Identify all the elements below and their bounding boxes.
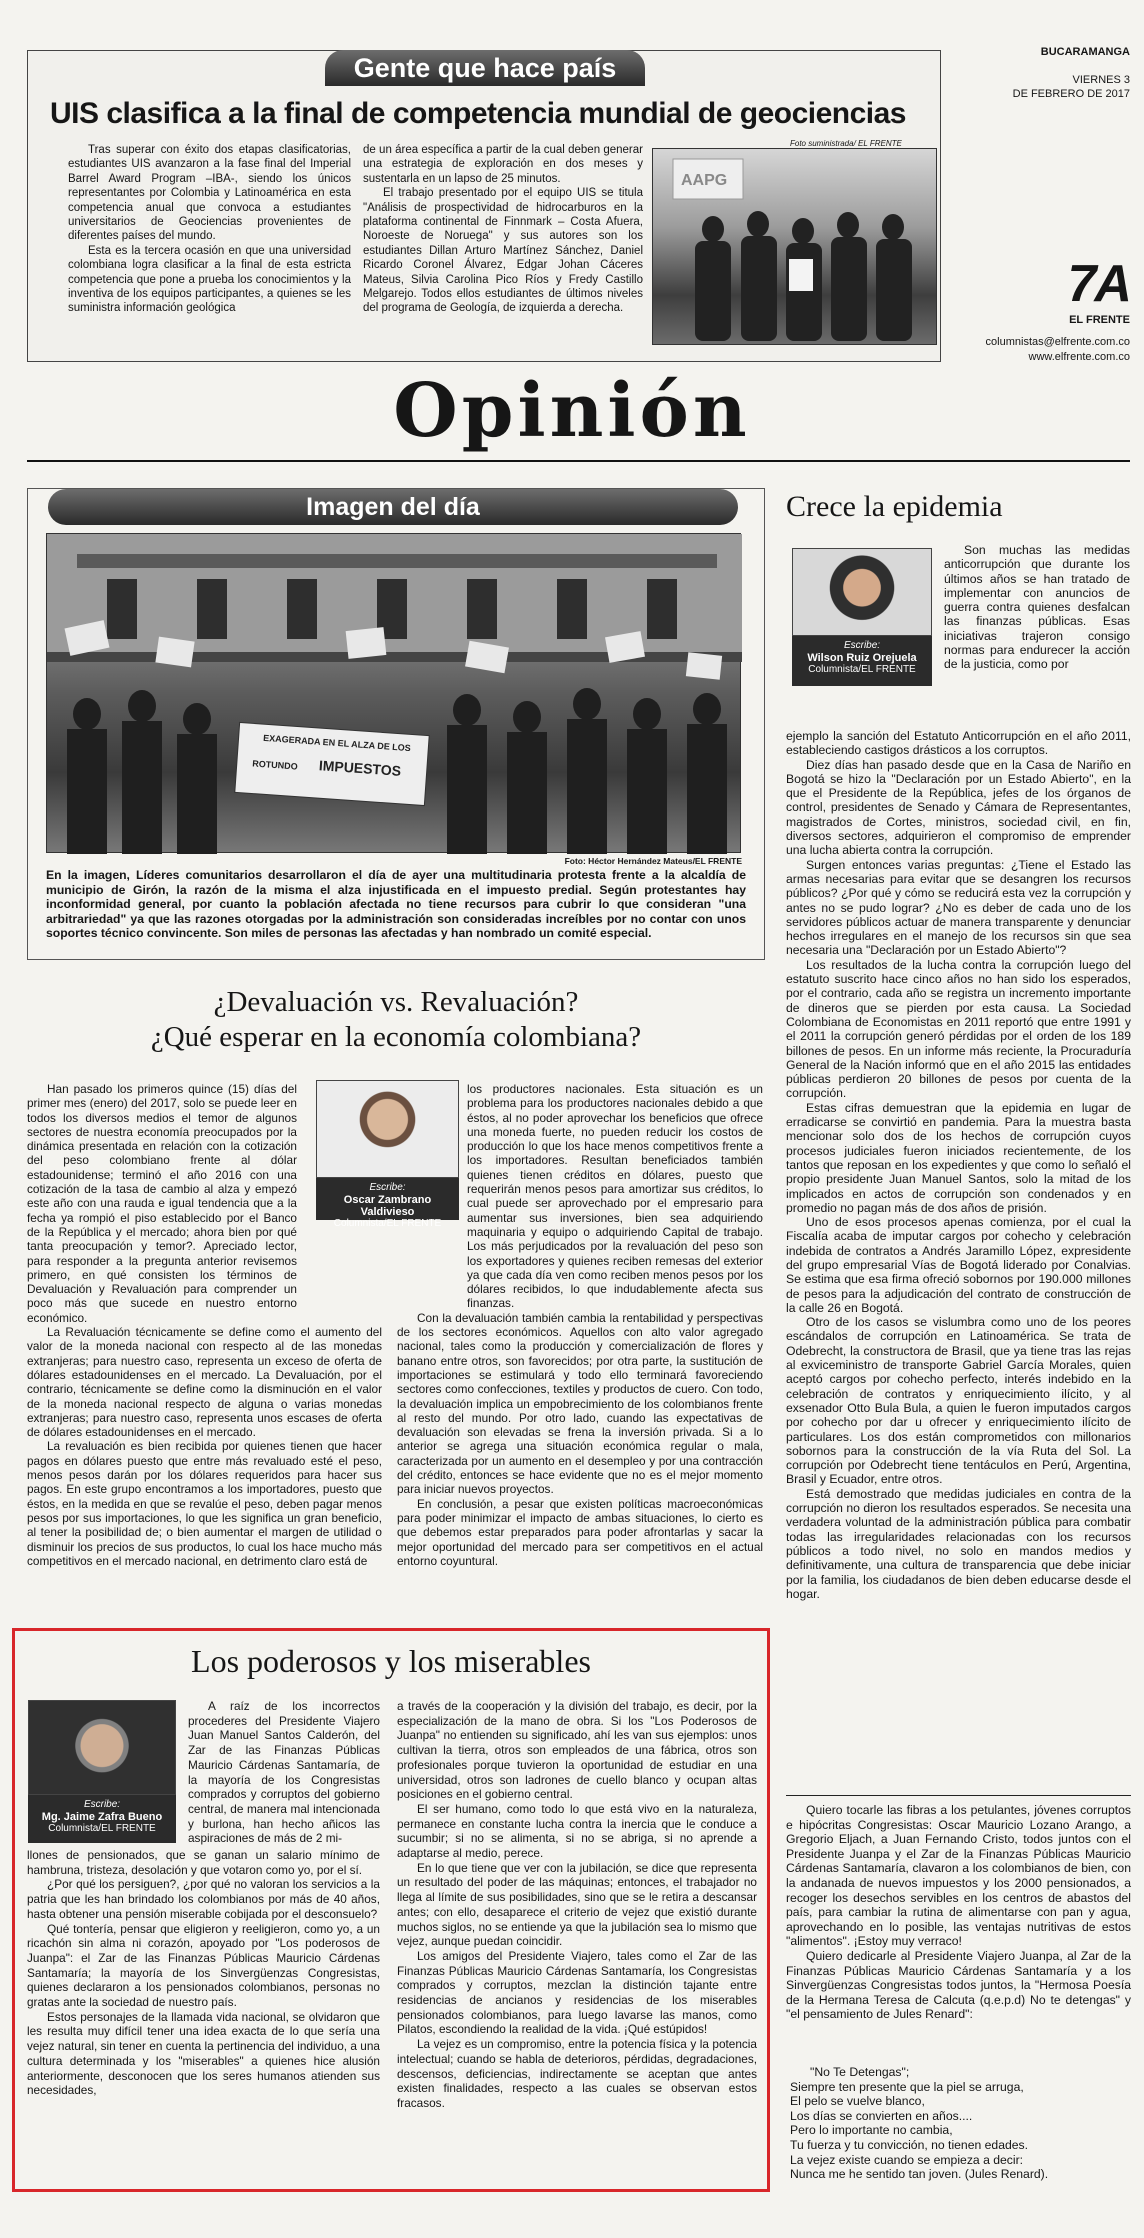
epidemia-p7: Otro de los casos se vislumbra como uno de los peores escándalos de corrupción en Latinoamérica. Se trata de Odebrecht, la constructora de Brasil, que ya tiene tras las rejas al exviceministro de transporte Gabriel García Morales, quien aceptó cargos por cohecho perfecto, interés indebido en la celebración de contratos y enriquecimiento ilícito, y al exsenador Otto Bula Bula, a quien le fueron imputados cargos por cohecho por dar u ofrecer y enriquecimiento ilícito de particulares. Los dos están comprometidos con millonarios sobornos para la construcción de la vía Ruta del Sol. La corrupción por Odebrecht tiene tentáculos en Perú, Argentina, Brasil y Ecuador, entre otros.	[786, 1315, 1131, 1487]
students-group-photo	[653, 149, 938, 346]
devaluacion-col2	[397, 1082, 763, 1568]
poderosos-p6: El ser humano, como todo lo que está vivo en la naturaleza, permanece en constante lucha contra la inercia que le conduce a sucumbir; si no se alimenta, si no se abriga, si no aprende a adaptarse al medio, perece.	[397, 1801, 757, 1861]
devaluacion-title-2: ¿Qué esperar en la economía colombiana?	[150, 1021, 642, 1053]
protest-crowd-illustration	[47, 534, 742, 854]
poderosos-intro: A raíz de los incorrectos procederes del Presidente Viajero Juan Manuel Santos Calderón, del Zar de las Finanzas Públicas Mauricio Cárdenas Santamaría, de la mayoría de los Congresistas comprados y corruptos del gobierno central, de manera mal intencionada y burlona, han hecho añicos las aspiraciones de más de 2 mi-	[188, 1699, 380, 1846]
banner-sub: ROTUNDO	[251, 758, 299, 772]
imagen-dia-title: Imagen del día	[48, 489, 738, 525]
header-paper-name: EL FRENTE	[1069, 314, 1130, 326]
devaluacion-p2: La Revaluación técnicamente se define como el aumento del valor de la moneda nacional con respecto al de las monedas extranjeras; para nuestro caso, representa un exceso de oferta de dólares estadounidenses en el mercado. La Devaluación, por el contrario, técnicamente se define como la disminución en el valor de la moneda nacional respecto de alguna o varias monedas extranjeras; para nuestro caso, representa unos escases de oferta de dólares estadounidenses en el mercado.	[27, 1325, 382, 1440]
poem-line-6: Tu fuerza y tu convicción, no tienen edades.	[790, 2137, 1029, 2152]
top-story-col1-p1: Tras superar con éxito dos etapas clasificatorias, estudiantes UIS avanzaron a la fase final del Imperial Barrel Award Program –IBA-, siendo los únicos representantes por Colombia y Latinoamérica en esta competencia anual que convoca a estudiantes universitarios de Geociencias provenientes de diferentes países del mundo.	[68, 144, 351, 243]
header-day: VIERNES 3	[1072, 74, 1130, 86]
poderosos-byline-author: Mg. Jaime Zafra Bueno	[41, 1811, 163, 1823]
poem-line-3: El pelo se vuelve blanco,	[790, 2094, 925, 2109]
poem-line-4: Los días se convierten en años....	[790, 2108, 973, 2123]
page-number: 7A	[1067, 255, 1130, 313]
header-date: DE FEBRERO DE 2017	[1012, 88, 1130, 100]
poem-line-7: La vejez existe cuando se empieza a decir:	[790, 2152, 1024, 2167]
header-email: columnistas@elfrente.com.co	[985, 336, 1130, 348]
poderosos-title: Los poderosos y los miserables	[191, 1643, 591, 1679]
poderosos-byline-label: Escribe:	[83, 1799, 121, 1810]
jaime-zafra-photo	[28, 1700, 176, 1795]
top-story-photo-credit: Foto suministrada/ EL FRENTE	[790, 139, 902, 148]
devaluacion-col1	[27, 1082, 382, 1568]
poem-line-8: Nunca me he sentido tan joven. (Jules Renard).	[790, 2167, 1049, 2182]
jaime-zafra-byline	[28, 1795, 176, 1843]
epidemia-p5: Estas cifras demuestran que la epidemia en lugar de erradicarse se convirtió en pandemia. Para la muestra basta mencionar solo dos de los hechos de corrupción cuyos procesos judiciales fueron iniciados recientemente, de los tantos que reposan en los expedientes y que como lo señaló el propio presidente Juan Manuel Santos, solo la mitad de los implicados en actos de corrupción son condenados y en promedio no pagan más de dos años de prisión.	[786, 1100, 1131, 1215]
devaluacion-title-1: ¿Devaluación vs. Revaluación?	[213, 986, 579, 1018]
poderosos-p7: En lo que tiene que ver con la jubilación, se dice que representa un resultado del poder de las máquinas; entonces, el trabajador no llega al límite de sus posibilidades, sino que se le retira a descansar antes; con ello, desaparece el criterio de vejez que existió durante muchos siglos, no se entiende ya que la jubilación sea lo mismo que vejez, aunque puedan coincidir.	[397, 1860, 757, 1949]
epidemia-rule	[786, 1795, 1131, 1796]
devaluacion-p5: Con la devaluación también cambia la rentabilidad y perspectivas de los sectores económicos. Aquellos con alto valor agregado nacional, tales como la producción y comercialización de flores y banano entre otros, son favorecidos; por otra parte, la sustitución de importaciones se estimulará y todo ello terminará favoreciendo sectores como confecciones, textiles y productos de cuero. Con todo, la devaluación implica un empobrecimiento de los colombianos frente al resto del mundo. Por otro lado, cuando las expectativas de devaluación son elevadas se frena la inversión privada. Si a lo anterior se agrega una situación económica regular o mala, caracterizada por un aumento en el desempleo y por una contracción del crédito, entonces se hace evidente que no es el mejor momento para iniciar nuevos proyectos.	[397, 1310, 763, 1497]
poem-line-2: Siempre ten presente que la piel se arruga,	[790, 2079, 1024, 2094]
protest-photo	[46, 533, 741, 853]
epidemia-p4: Los resultados de la lucha contra la corrupción luego del estatuto suscrito hace cinco años no han sido los esperados, por el contrario, cada año se registra un incremento importante de dineros que se pierden por esta causa. La Sociedad Colombiana de Economistas en 2011 reportó que entre 1991 y el 2011 la corrupción generó pérdidas por el orden de los 189 billones de pesos. En un informe más reciente, la Procuraduría General de la Nación informó que en el año 2015 las entidades públicas perdieron 20 billones de pesos por cuenta de la corrupción.	[786, 957, 1131, 1101]
header-website: www.elfrente.com.co	[1028, 351, 1130, 363]
top-story-col2-p1: de un área específica a partir de la cual deben generar una estrategia de exploración en dos meses y sustentarla en un lapso de 25 minutos.	[363, 144, 643, 185]
epidemia-p8: Está demostrado que medidas judiciales en contra de la corrupción no dieron los resultados esperados. Se necesita una verdadera voluntad de la administración pública para combatir todas las irregularidades relacionadas con los recursos públicos a todo nivel, no solo en mandos medios y definitivamente, una cultura de transparencia que debe iniciar por la familia, los ciudadanos de bien deben educarse desde el hogar.	[786, 1486, 1131, 1601]
devaluacion-p6: En conclusión, a pesar que existen políticas macroeconómicas para poder minimizar el impacto de ambas situaciones, lo cierto es que debemos estar preparados para poder afrontarlas y sacar la mejor oportunidad del mercado para ser competitivos en el actual entorno coyuntural.	[397, 1496, 763, 1568]
poderosos-p1: llones de pensionados, que se ganan un salario mínimo de hambruna, tristeza, desolación y que votaron como yo, por el sí.	[27, 1848, 380, 1877]
poderosos-col2	[397, 1699, 757, 2111]
imagen-dia-caption: En la imagen, Líderes comunitarios desarrollaron el día de ayer una multitudinaria protesta frente a la alcaldía de municipio de Girón, la razón de la misma el alza injustificada en el impuesto predial. Según protestantes hay inconformidad general, por cuanto la población afectada no tiene recursos para cubrir lo que consideran "una arbitrariedad" ya que las razones otorgadas por la administración son consideradas increíbles por no contar con unos soportes técnico convincente. Son miles de personas las afectadas y han nombrado un comité especial.	[46, 868, 746, 941]
svg-text:AAPG: AAPG	[681, 172, 728, 189]
banner-big: IMPUESTOS	[318, 757, 402, 779]
poem-block	[790, 2065, 1130, 2182]
poderosos-p11: Quiero dedicarle al Presidente Viajero Juanpa, al Zar de la Finanzas Públicas Mauricio Cárdenas Santamaría y a los Sinvergüenzas Congresistas todos juntos, la "Hermosa Poesía de la Hermana Teresa de Calcuta (q.e.p.d) No te detengas" y "el pensamiento de Jules Renard":	[786, 1948, 1131, 2022]
top-story-photo	[652, 148, 937, 345]
banner-line1: EXAGERADA EN EL ALZA DE LOS	[262, 732, 412, 754]
imagen-dia-photo-credit: Foto: Héctor Hernández Mateus/EL FRENTE	[564, 856, 742, 866]
top-story-headline: UIS clasifica a la final de competencia mundial de geociencias	[50, 97, 906, 130]
poderosos-p8: Los amigos del Presidente Viajero, tales como el Zar de las Finanzas Públicas Mauricio Cárdenas Santamaría, los Congresistas comprados y corruptos, mezclan la distinción tajante entre residencias de ancianos y residencias de los miserables pensionados colombianos, para luego lavarse las manos, como Pilatos, escondiendo la realidad de la vida. ¡Qué estúpidos!	[397, 1948, 757, 2037]
poderosos-byline-role: Columnista/EL FRENTE	[48, 1823, 156, 1834]
poderosos-col1	[27, 1848, 380, 2098]
top-story-col2	[363, 143, 643, 316]
epidemia-title: Crece la epidemia	[786, 490, 1003, 523]
devaluacion-p4: los productores nacionales. Esta situación es un problema para los productores nacionales debido a que éstos, al no poder aprovechar los beneficios que ofrece una moneda fuerte, no pueden reducir los costos de producción lo que los hace menos competitivos frente a los importadores. Resultan beneficiados también quienes tienen créditos en dólares, puesto que requerirán menos pesos para amortizar sus créditos, lo cual puede ser aprovechado por el empresario para aumentar sus inversiones, bien sea adquiriendo maquinaria y equipo o adquiriendo Capital de trabajo. Los más perjudicados por la revaluación del peso son los exportadores y quienes reciben remesas del exterior ya que cada día ven como reciben menos pesos por los dólares recibidos, lo que indudablemente afecta sus finanzas.	[467, 1082, 763, 1311]
top-story-col2-p2: El trabajo presentado por el equipo UIS se titula "Análisis de prospectividad de hidrocarburos en la plataforma continental de Finnmark – Costa Afuera, Noroeste de Noruega" y sus autores son los estudiantes Dillan Arturo Martínez Sánchez, Daniel Ricardo Coronel Álvarez, Edgar Johan Cáceres Mateus, Silvia Carolina Pico Ríos y Fredy Castillo Melgarejo. Todos ellos estudiantes de últimos niveles del programa de Geología, de izquierda a derecha.	[363, 187, 643, 315]
epidemia-p3: Surgen entonces varias preguntas: ¿Tiene el Estado las armas necesarias para evitar que se desangren los recursos públicos? ¿Por qué y cómo se reducirá esta vez la corrupción y antes no se pudo lograr? ¿No es deber de cada uno de los servidores públicos actuar de manera transparente y denunciar hechos irregulares en el manejo de los recursos sin que sea necesaria una "Declaración por un Estado Abierto"?	[786, 857, 1131, 958]
byline-author: Oscar Zambrano Valdivieso	[343, 1194, 432, 1218]
poderosos-p4: Estos personajes de la llamada vida nacional, se olvidaron que les resulta muy difícil tener una idea exacta de lo que sería una vejez natural, sin tener en cuenta la pertinencia del individuo, a una cultura determinada y los "miserables" a quienes hice alusión anteriormente, desconocen que los seres humanos atienden sus necesidades,	[27, 2009, 380, 2098]
top-story-section-tab: Gente que hace país	[325, 50, 645, 86]
top-story-col1	[68, 143, 351, 316]
poderosos-p5: a través de la cooperación y la división del trabajo, es decir, por la especialización de la mano de obra. Si los "Los Poderosos de Juanpa" no entienden su significado, ahí les van sus ejemplos: unos cultivan la tierra, otros son empleados de una fábrica, otros son profesionales porque tuvieron la oportunidad de estudiar en una universidad, otros son ladrones de cuello blanco y ocupan altas posiciones en el gobierno central.	[397, 1699, 757, 1802]
masthead-rule	[27, 460, 1130, 462]
byline-role: Columnista/EL FRENTE	[333, 1218, 442, 1229]
poem-line-5: Pero lo importante no cambia,	[790, 2123, 953, 2138]
epidemia-p1: ejemplo la sanción del Estatuto Anticorrupción en el año 2011, estableciendo castigos drásticos a los corruptos.	[786, 729, 1131, 758]
devaluacion-p1: Han pasado los primeros quince (15) días del primer mes (enero) del 2017, solo se puede leer en todos los diversos medios el temor de algunos sectores de nuestra economía preocupados por la dinámica presentada en relación con la cotización del peso colombiano frente al dólar estadounidense; terminó el año 2016 con una cotización de la tasa de cambio al alza y empezó este año con una rauda e igual tendencia que a la fecha ya rompió el piso establecido por el Banco de la República y el mercado; ahora bien por qué tanta preocupación y temor?. Apreciado lector, para responder a la pregunta anterior revisemos primero, en qué consisten los términos de Devaluación y Revaluación para comprender un poco más que sucede en nuestro entorno económico.	[27, 1082, 297, 1325]
poderosos-p2: ¿Por qué los persiguen?, ¿por qué no valoran los servicios a la patria que les han brindado los colombianos por más de 40 años, hasta obtener una pensión miserable cobijada por el desconsuelo?	[27, 1877, 380, 1921]
epidemia-byline-role: Columnista/EL FRENTE	[808, 664, 916, 675]
epidemia-byline-label: Escribe:	[843, 640, 881, 651]
poem-line-1: "No Te Detengas";	[810, 2065, 910, 2079]
epidemia-byline-author: Wilson Ruiz Orejuela	[807, 652, 917, 664]
wilson-ruiz-photo	[792, 548, 932, 636]
header-city: BUCARAMANGA	[1040, 46, 1130, 58]
poderosos-col3	[786, 1803, 1131, 2022]
poderosos-p9: La vejez es un compromiso, entre la potencia física y la potencia intelectual; cuando se habla de deterioros, pérdidas, degradaciones, descensos, deficiencias, indirectamente se aceptan que antes existen finalidades, respecto a las cuales se observan estos fracasos.	[397, 2037, 757, 2110]
epidemia-body	[786, 729, 1131, 1601]
epidemia-intro: Son muchas las medidas anticorrupción que durante los últimos años se han tratado de implementar con anuncios de guerra contra quienes desfalcan las finanzas públicas. Esas iniciativas trajeron consigo normas para endurecer la acción de la justicia, como por	[944, 543, 1130, 672]
opinion-masthead: Opinión	[393, 368, 751, 454]
byline-label: Escribe:	[369, 1182, 406, 1193]
top-story-col1-p2: Esta es la tercera ocasión en que una universidad colombiana logra clasificar a la final de esta estricta competencia que pone a prueba los conocimientos y la inventiva de los equipos participantes, a quienes se les suministra información geológica	[68, 244, 351, 315]
epidemia-p2: Diez días han pasado desde que en la Casa de Nariño en Bogotá se hizo la "Declaración por un Estado Abierto", en la que el Presidente de la República, jefes de los órganos de control, presidentes de Senado y Cámara de Representantes, magistrados de Cortes, ministros, sociedad civil, en fin, diversos sectores, adquirieron el compromiso de emprender una lucha abierta contra la corrupción.	[786, 757, 1131, 858]
devaluacion-p3: La revaluación es bien recibida por quienes tienen que hacer pagos en dólares puesto que entre más revaluado esté el peso, menos pesos darán por los dólares requeridos para hacer sus pagos. En este grupo encontramos a los importadores, puesto que éstos, en la medida en que se revalúe el peso, deben pagar menos pesos por sus importaciones, lo que les significa un gran beneficio, al tener la posibilidad de; o bien aumentar el margen de utilidad o disminuir los precios de sus productos, lo cual los hace mucho más competitivos en el mercado nacional, en detrimento claro está de	[27, 1439, 382, 1568]
poderosos-p3: Qué tontería, pensar que eligieron y reeligieron, como yo, a un ricachón sin alma ni corazón, apoyado por "Los poderosos de Juanpa": el Zar de las Finanzas Públicas Mauricio Cárdenas Santamaría; la mayoría de los Sinvergüenzas Congresistas, quienes declararon a los pensionados colombianos, personas no gratas ante la sociedad de nuestro país.	[27, 1921, 380, 2010]
poderosos-p10: Quiero tocarle las fibras a los petulantes, jóvenes corruptos e hipócritas Congresistas: Oscar Mauricio Lozano Arango, a Gregorio Eljach, a Juan Fernando Cristo, todos juntos con el Presidente Juanpa y el Zar de la Finanzas Públicas Mauricio Cárdenas Santamaría, clavaron a los colombianos de bien, con la andanada de nuevos impuestos y los 2000 pensionados, a recoger los desechos servibles en los centros de abastos del país, para cambiar la rutina de alimentarse con pan y agua, aprovechando en lo posible, las ventajas nutritivas de estos "alimentos". ¡Estoy muy verraco!	[786, 1803, 1131, 1949]
epidemia-p6: Uno de esos procesos apenas comienza, por el cual la Fiscalía acaba de imputar cargos por cohecho y celebración indebida de contratos a Andrés Jaramillo López, expresidente del grupo empresarial Vías de Bogotá liderado por Conalvias. Se estima que esa firma ofreció sobornos por 190.000 millones de pesos para la adjudicación del contrato de construcción de la calle 26 en Bogotá.	[786, 1215, 1131, 1315]
wilson-ruiz-byline	[792, 636, 932, 686]
